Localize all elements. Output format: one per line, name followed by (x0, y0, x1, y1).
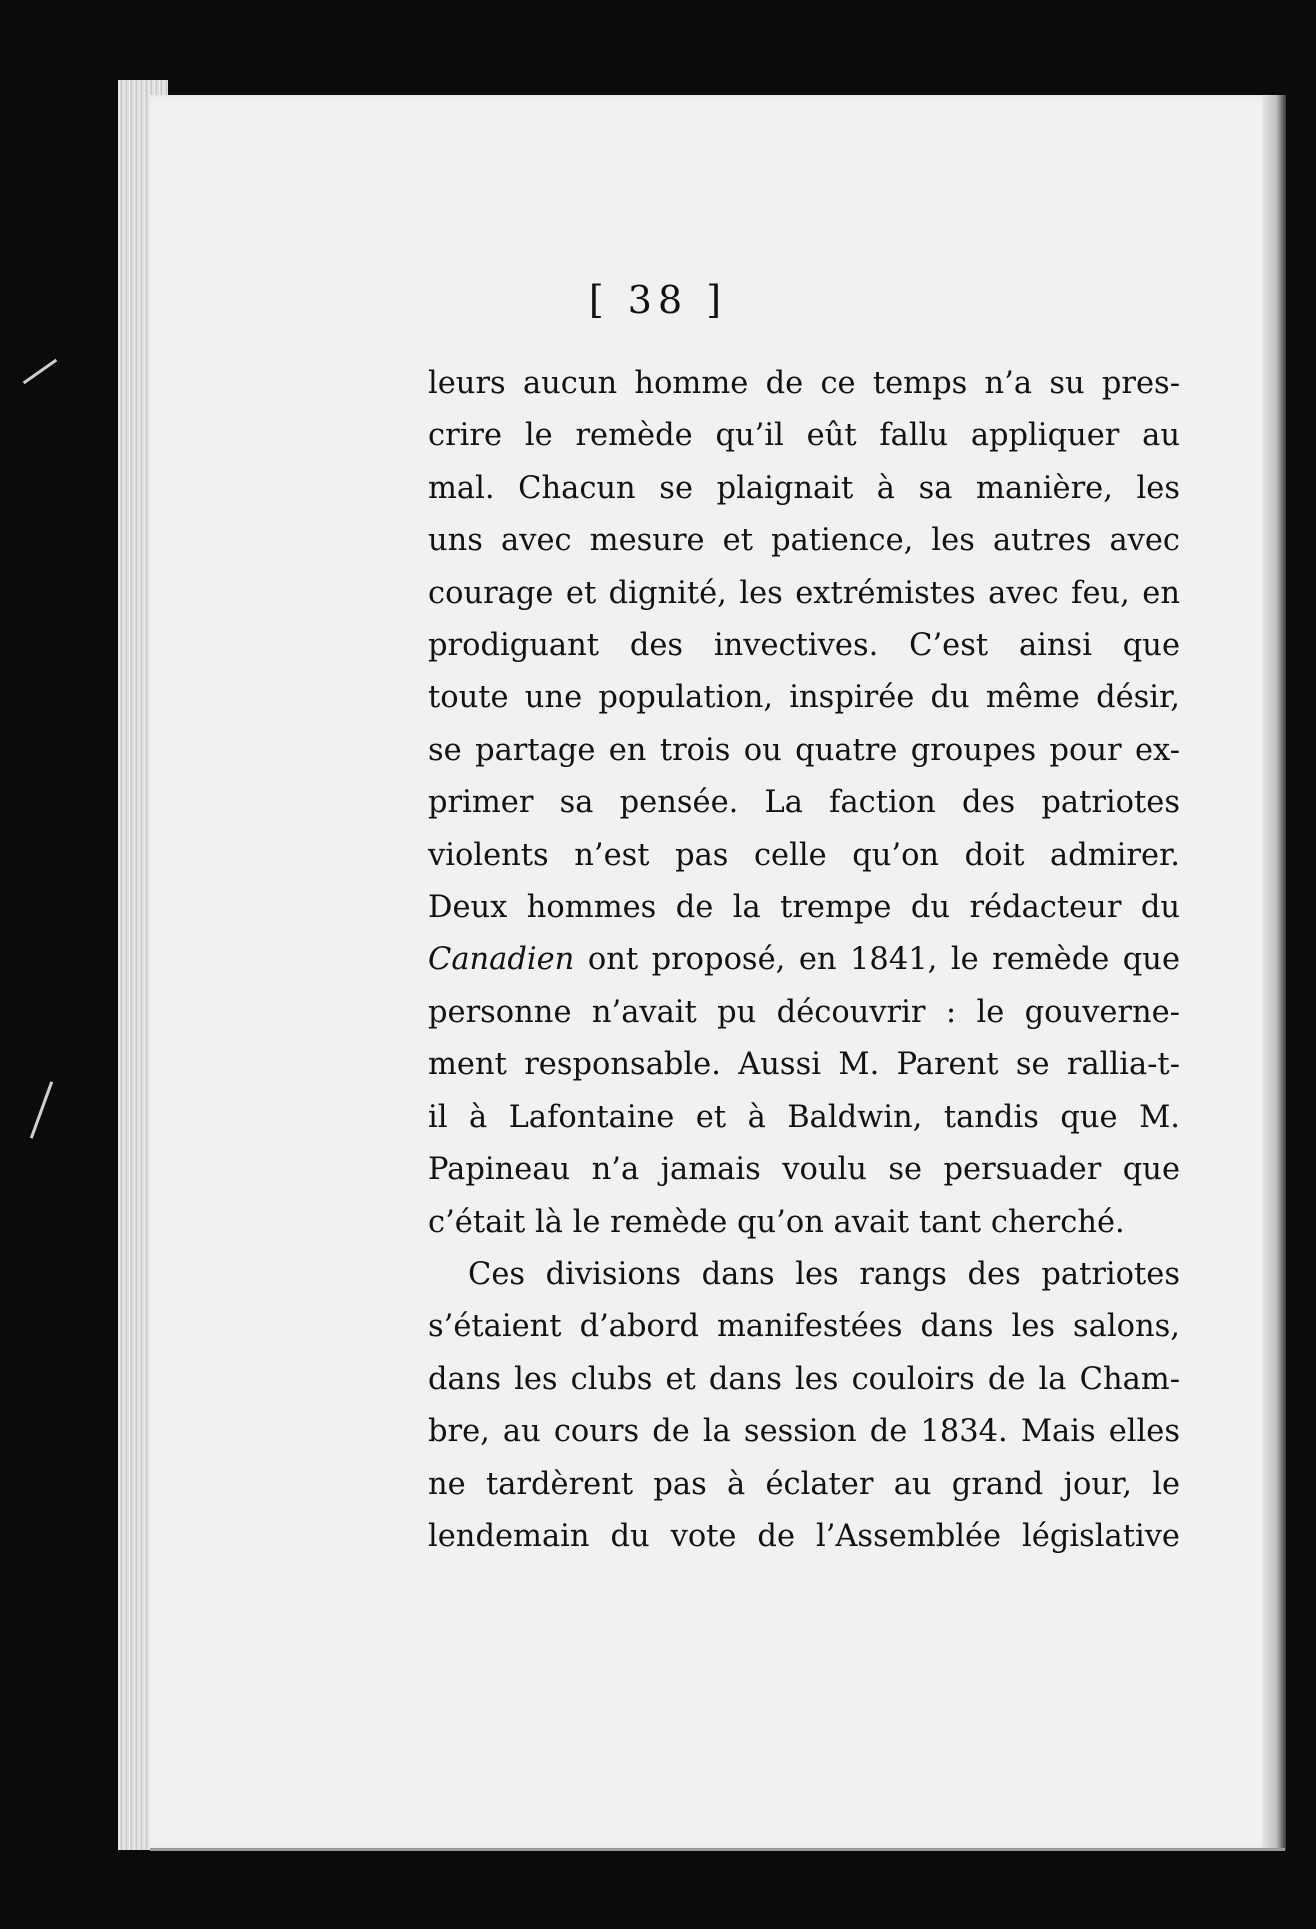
text-line: leurs aucun homme de ce temps n’a su pres- (428, 366, 1180, 401)
text-line: Ces divisions dans les rangs des patriotes (468, 1256, 1180, 1292)
text-line-with-italic (428, 934, 1180, 986)
page-number: [ 38 ] (588, 278, 728, 322)
text-line: se partage en trois ou quatre groupes pour ex- (428, 732, 1180, 768)
body-text (428, 358, 1180, 1563)
text-line: ment responsable. Aussi M. Parent se rallia-t- (428, 1047, 1180, 1083)
text-line: mal. Chacun se plaignait à sa manière, les (428, 470, 1180, 506)
scan-mark (30, 1081, 53, 1138)
text-segment: ont proposé, en 1841, le remède que (587, 942, 1180, 978)
text-line: crire le remède qu’il eût fallu appliquer au (428, 418, 1180, 454)
page-right-edge (1262, 95, 1286, 1850)
text-line: bre, au cours de la session de 1834. Mais elles (428, 1414, 1180, 1450)
text-line: Papineau n’a jamais voulu se persuader que (428, 1152, 1180, 1188)
text-line: violents n’est pas celle qu’on doit admirer. (428, 837, 1180, 873)
text-line: s’étaient d’abord manifestées dans les salons, (428, 1309, 1180, 1345)
text-line: prodiguant des invectives. C’est ainsi que (428, 628, 1180, 664)
text-line: primer sa pensée. La faction des patriotes (428, 785, 1180, 821)
page-bottom-edge (150, 1848, 1285, 1851)
text-line: courage et dignité, les extrémistes avec feu, en (428, 575, 1180, 611)
text-line: Deux hommes de la trempe du rédacteur du (428, 890, 1180, 926)
text-line: dans les clubs et dans les couloirs de la Cham- (428, 1361, 1180, 1397)
italic-title: Canadien (428, 942, 575, 978)
text-line: c’était là le remède qu’on avait tant cherché. (428, 1204, 1125, 1240)
text-line: uns avec mesure et patience, les autres avec (428, 523, 1180, 559)
scan-mark (23, 359, 57, 384)
text-line: lendemain du vote de l’Assemblée législative (428, 1518, 1180, 1554)
text-line: personne n’avait pu découvrir : le gouverne- (428, 994, 1180, 1030)
text-line: il à Lafontaine et à Baldwin, tandis que M. (428, 1099, 1180, 1135)
text-line: ne tardèrent pas à éclater au grand jour, le (428, 1466, 1180, 1502)
text-line: toute une population, inspirée du même désir, (428, 680, 1180, 716)
